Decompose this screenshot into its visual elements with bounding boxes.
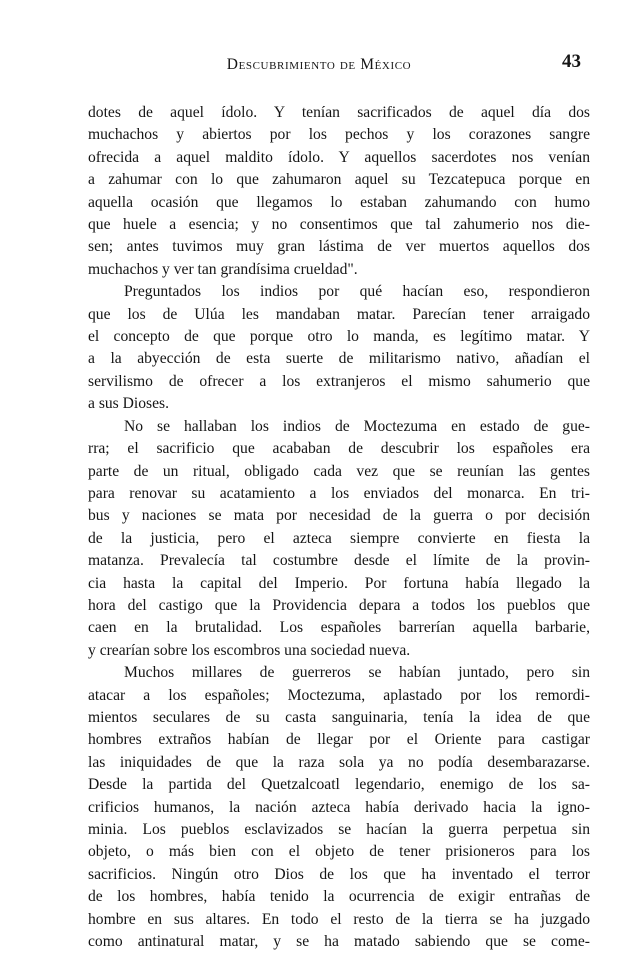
text-line: objeto, o más bien con el objeto de tener prisioneros para los [88,843,590,861]
text-line: de los hombres, había tenido la ocurrencia de exigir entrañas de [88,888,590,906]
text-line: sacrificios. Ningún otro Dios de los que ha inventado el terror [88,865,590,883]
text-line: ofrecida a aquel maldito ídolo. Y aquellos sacerdotes nos venían [88,148,590,166]
text-line: minia. Los pueblos esclavizados se hacían la guerra perpetua sin [88,821,590,838]
text-line: para renovar su acatamiento a los enviados del monarca. En tri- [88,484,590,502]
text-line: matanza. Prevalecía tal costumbre desde el límite de la provin- [88,552,590,570]
text-line: aquella ocasión que llegamos lo estaban zahumando con humo [88,193,590,211]
text-line: que huele a esencia; y no consentimos que tal zahumerio nos die- [88,216,590,234]
text-line: a zahumar con lo que zahumaron aquel su Tezcatepuca porque en [88,171,590,189]
page-number: 43 [562,51,581,72]
text-line: Desde la partida del Quetzalcoatl legendario, enemigo de los sa- [88,776,590,794]
text-line: a sus Dioses. [88,395,169,413]
text-line: a la abyección de esta suerte de militarismo nativo, añadían el [88,350,590,368]
text-line: hombres extraños habían de llegar por el Oriente para castigar [88,731,590,749]
text-line: muchachos y ver tan grandísima crueldad". [88,260,358,278]
text-line: parte de un ritual, obligado cada vez que se reunían las gentes [88,462,590,480]
text-line: de la justicia, pero el azteca siempre convierte en fiesta la [88,529,590,547]
text-line: mientos seculares de su casta sanguinaria, tenía la idea de que [88,708,590,726]
text-line: que los de Ulúa les mandaban matar. Parecían tener arraigado [88,305,590,323]
text-line: hora del castigo que la Providencia depara a todos los pueblos que [88,596,590,614]
text-line: rra; el sacrificio que acababan de descubrir los españoles era [88,440,590,458]
text-line: dotes de aquel ídolo. Y tenían sacrificados de aquel día dos [88,104,590,121]
text-line: hombre en sus altares. En todo el resto de la tierra se ha juzgado [88,910,590,928]
text-line: No se hallaban los indios de Moctezuma en estado de gue- [124,417,590,435]
text-line: sen; antes tuvimos muy gran lástima de ver muertos aquellos dos [88,238,590,256]
text-line: bus y naciones se mata por necesidad de la guerra o por decisión [88,507,590,525]
text-line: caen en la brutalidad. Los españoles barrerían aquella barbarie, [88,619,590,637]
text-line: como antinatural matar, y se ha matado sabiendo que se come- [88,933,590,951]
text-line: crificios humanos, la nación azteca había derivado hacia la igno- [88,798,590,816]
text-line: atacar a los españoles; Moctezuma, aplastado por los remordi- [88,686,590,704]
text-line: Muchos millares de guerreros se habían juntado, pero sin [124,664,590,682]
text-line: las iniquidades de que la raza sola ya no podía desembarazarse. [88,753,590,771]
text-line: el concepto de que porque otro lo manda, es legítimo matar. Y [88,328,590,346]
text-line: Preguntados los indios por qué hacían eso, respondieron [124,283,590,301]
text-line: servilismo de ofrecer a los extranjeros el mismo sahumerio que [88,372,590,390]
text-line: cia hasta la capital del Imperio. Por fortuna había llegado la [88,574,590,592]
body-text [88,102,590,953]
running-head: Descubrimiento de México [226,56,412,73]
text-line: y crearían sobre los escombros una sociedad nueva. [88,641,411,659]
text-line: muchachos y abiertos por los pechos y los corazones sangre [88,126,590,144]
